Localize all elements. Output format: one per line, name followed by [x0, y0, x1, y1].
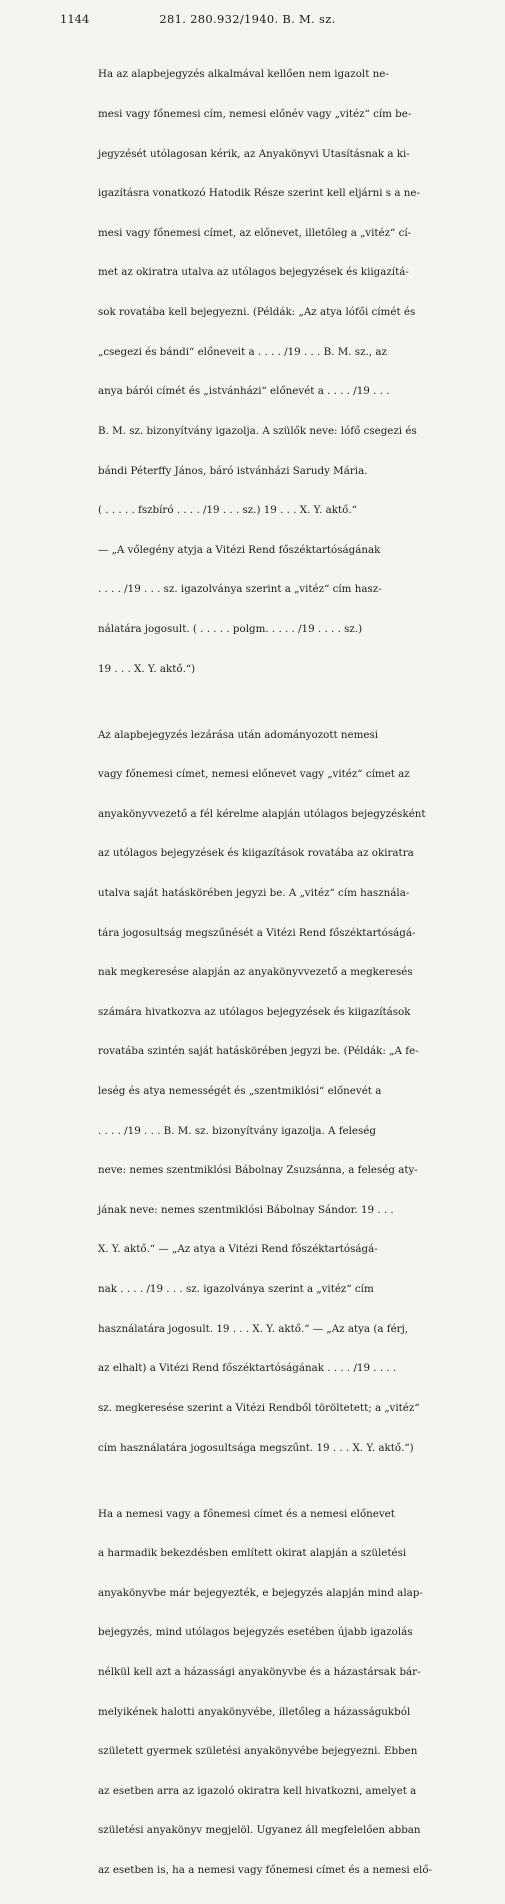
text-line: nélkül kell azt a házassági anyakönyvbe és a házastársak bár-: [98, 1665, 421, 1678]
paragraph-2: [83, 702, 440, 1481]
running-title: 281. 280.932/1940. B. M. sz.: [159, 12, 336, 26]
text-line: . . . . /19 . . . sz. igazolványa szerint a „vitéz“ cím hasz-: [98, 583, 382, 596]
text-line: ( . . . . . fszbíró . . . . /19 . . . sz.) 19 . . . X. Y. aktő.“: [98, 504, 357, 517]
text-line: jának neve: nemes szentmiklósi Bábolnay Sándor. 19 . . .: [98, 1203, 394, 1216]
text-line: tára jogosultság megszűnését a Vitézi Rend főszéktartóságá-: [98, 926, 416, 939]
paragraph-1: [83, 42, 440, 702]
text-line: anyakönyvvezető a fél kérelme alapján utólagos bejegyzésként: [98, 807, 426, 820]
text-line: számára hivatkozva az utólagos bejegyzések és kiigazítások: [98, 1005, 411, 1018]
text-line: X. Y. aktő.“ — „Az atya a Vitézi Rend főszéktartóságá-: [98, 1243, 378, 1256]
text-line: az elhalt) a Vitézi Rend főszéktartóságának . . . . /19 . . . .: [98, 1362, 397, 1375]
text-line: jegyzését utólagosan kérik, az Anyakönyvi Utasításnak a ki-: [98, 147, 410, 160]
text-line: sok rovatába kell bejegyezni. (Példák: „Az atya lófői címét és: [98, 306, 416, 319]
text-line: cím használatára jogosultsága megszűnt. 19 . . . X. Y. aktő.“): [98, 1441, 414, 1454]
text-line: az utólagos bejegyzések és kiigazítások rovatába az okiratra: [98, 847, 414, 860]
text-line: Ha az alapbejegyzés alkalmával kellően nem igazolt ne-: [98, 68, 389, 81]
text-line: nálatára jogosult. ( . . . . . polgm. . . . . /19 . . . . sz.): [98, 622, 363, 635]
text-line: . . . . /19 . . . B. M. sz. bizonyítvány igazolja. A feleség: [98, 1124, 376, 1137]
text-line: „csegezi és bándi“ előneveit a . . . . /19 . . . B. M. sz., az: [98, 345, 387, 358]
text-line: — „A vőlegény atyja a Vitézi Rend főszéktartóságának: [98, 543, 381, 556]
text-line: az esetben arra az igazoló okiratra kell hivatkozni, amelyet a: [98, 1784, 417, 1797]
page-number: 1144: [60, 12, 90, 26]
text-line: neve: nemes szentmiklósi Bábolnay Zsuzsánna, a feleség aty-: [98, 1164, 418, 1177]
text-line: rovatába szintén saját hatáskörében jegyzi be. (Példák: „A fe-: [98, 1045, 419, 1058]
text-line: utalva saját hatáskörében jegyzi be. A „vitéz“ cím használa-: [98, 887, 410, 899]
text-line: sz. megkeresése szerint a Vitézi Rendből töröltetett; a „vitéz“: [98, 1401, 420, 1414]
text-line: nak . . . . /19 . . . sz. igazolványa szerint a „vitéz“ cím: [98, 1283, 374, 1296]
text-line: anya bárói címét és „istvánházi“ előnevét a . . . . /19 . . .: [98, 385, 390, 398]
page-header: [60, 12, 435, 28]
text-line: Ha a nemesi vagy a főnemesi címet és a nemesi előnevet: [98, 1507, 395, 1520]
paragraph-3: [83, 1481, 440, 1904]
body-text: [83, 42, 440, 1904]
text-line: mesi vagy főnemesi cím, nemesi előnév vagy „vitéz“ cím be-: [98, 108, 412, 121]
text-line: mesi vagy főnemesi címet, az előnevet, illetőleg a „vitéz“ cí-: [98, 226, 412, 239]
text-line: Az alapbejegyzés lezárása után adományozott nemesi: [98, 728, 379, 741]
text-line: bejegyzés, mind utólagos bejegyzés esetében újabb igazolás: [98, 1626, 413, 1639]
text-line: a harmadik bekezdésben említett okirat alapján a születési: [98, 1547, 407, 1560]
text-line: igazításra vonatkozó Hatodik Része szerint kell eljárni s a ne-: [98, 187, 420, 200]
text-line: használatára jogosult. 19 . . . X. Y. aktő.“ — „Az atya (a férj,: [98, 1322, 409, 1335]
text-line: születési anyakönyv megjelöl. Ugyanez áll megfelelően abban: [98, 1824, 421, 1837]
text-line: melyikének halotti anyakönyvébe, illetőleg a házasságukból: [98, 1705, 411, 1718]
text-line: B. M. sz. bizonyítvány igazolja. A szülők neve: lófő csegezi és: [98, 424, 417, 437]
text-line: az esetben is, ha a nemesi vagy főnemesi címet és a nemesi elő-: [98, 1864, 433, 1877]
text-line: met az okiratra utalva az utólagos bejegyzések és kiigazítá-: [98, 266, 409, 279]
text-line: született gyermek születési anyakönyvébe bejegyezni. Ebben: [98, 1745, 418, 1758]
text-line: nak megkeresése alapján az anyakönyvvezető a megkeresés: [98, 966, 413, 979]
text-line: vagy főnemesi címet, nemesi előnevet vagy „vitéz“ címet az: [98, 768, 410, 781]
text-line: bándi Péterffy János, báró istvánházi Sarudy Mária.: [98, 464, 368, 477]
text-line: leség és atya nemességét és „szentmiklósi“ előnevét a: [98, 1085, 382, 1098]
text-line: anyakönyvbe már bejegyezték, e bejegyzés alapján mind alap-: [98, 1586, 423, 1599]
text-line: 19 . . . X. Y. aktő.“): [98, 662, 196, 675]
